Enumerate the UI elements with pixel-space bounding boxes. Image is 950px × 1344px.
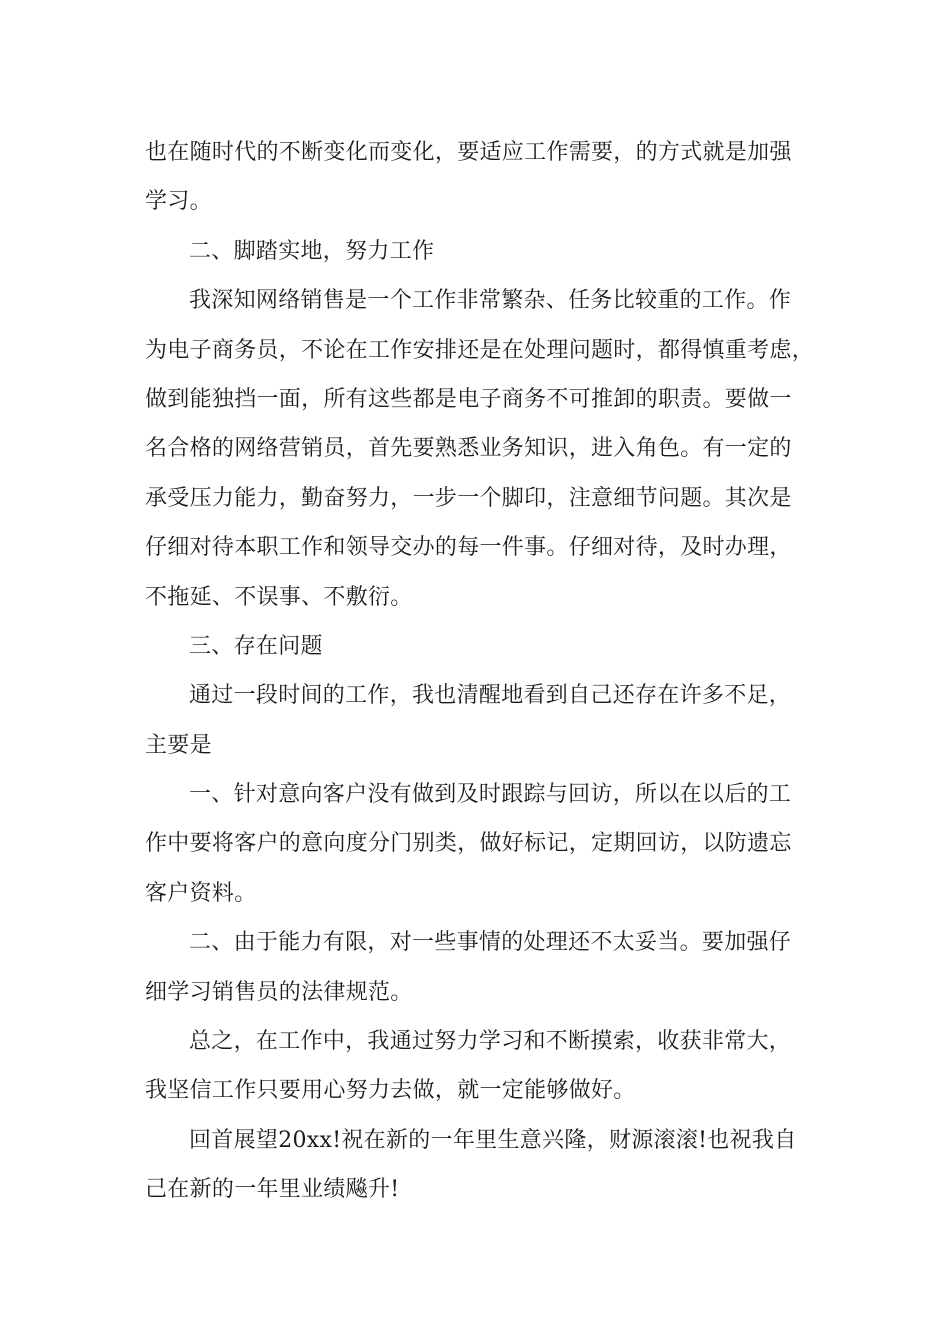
- text-line: 一、针对意向客户没有做到及时跟踪与回访，所以在以后的工: [189, 782, 792, 808]
- text-line: 主要是: [145, 732, 212, 758]
- text-line: 我深知网络销售是一个工作非常繁杂、任务比较重的工作。作: [189, 288, 792, 314]
- text-line: 做到能独挡一面，所有这些都是电子商务不可推卸的职责。要做一: [145, 386, 792, 412]
- text-line: 回首展望20xx!祝在新的一年里生意兴隆，财源滚滚!也祝我自: [189, 1127, 797, 1153]
- text-line: 己在新的一年里业绩飚升!: [145, 1177, 400, 1203]
- text-line: 客户资料。: [145, 880, 257, 906]
- text-line: 通过一段时间的工作，我也清醒地看到自己还存在许多不足，: [189, 683, 792, 709]
- text-line: 仔细对待本职工作和领导交办的每一件事。仔细对待，及时办理，: [145, 535, 792, 561]
- text-line: 细学习销售员的法律规范。: [145, 979, 413, 1005]
- text-line: 学习。: [145, 189, 212, 215]
- text-line: 二、由于能力有限，对一些事情的处理还不太妥当。要加强仔: [189, 930, 792, 956]
- text-line: 也在随时代的不断变化而变化，要适应工作需要，的方式就是加强: [145, 140, 792, 165]
- text-line: 名合格的网络营销员，首先要熟悉业务知识，进入角色。有一定的: [145, 436, 792, 462]
- section-heading: 三、存在问题: [189, 633, 323, 659]
- text-line: 总之，在工作中，我通过努力学习和不断摸索，收获非常大，: [189, 1029, 792, 1055]
- text-line: 作中要将客户的意向度分门别类，做好标记，定期回访，以防遗忘: [145, 831, 792, 857]
- text-line: 我坚信工作只要用心努力去做，就一定能够做好。: [145, 1078, 636, 1104]
- text-line: 为电子商务员，不论在工作安排还是在处理问题时，都得慎重考虑，: [145, 337, 815, 363]
- document-body: [145, 128, 815, 1215]
- section-heading: 二、脚踏实地，努力工作: [189, 238, 435, 264]
- text-line: 不拖延、不误事、不敷衍。: [145, 584, 413, 610]
- text-line: 承受压力能力，勤奋努力，一步一个脚印，注意细节问题。其次是: [145, 485, 792, 511]
